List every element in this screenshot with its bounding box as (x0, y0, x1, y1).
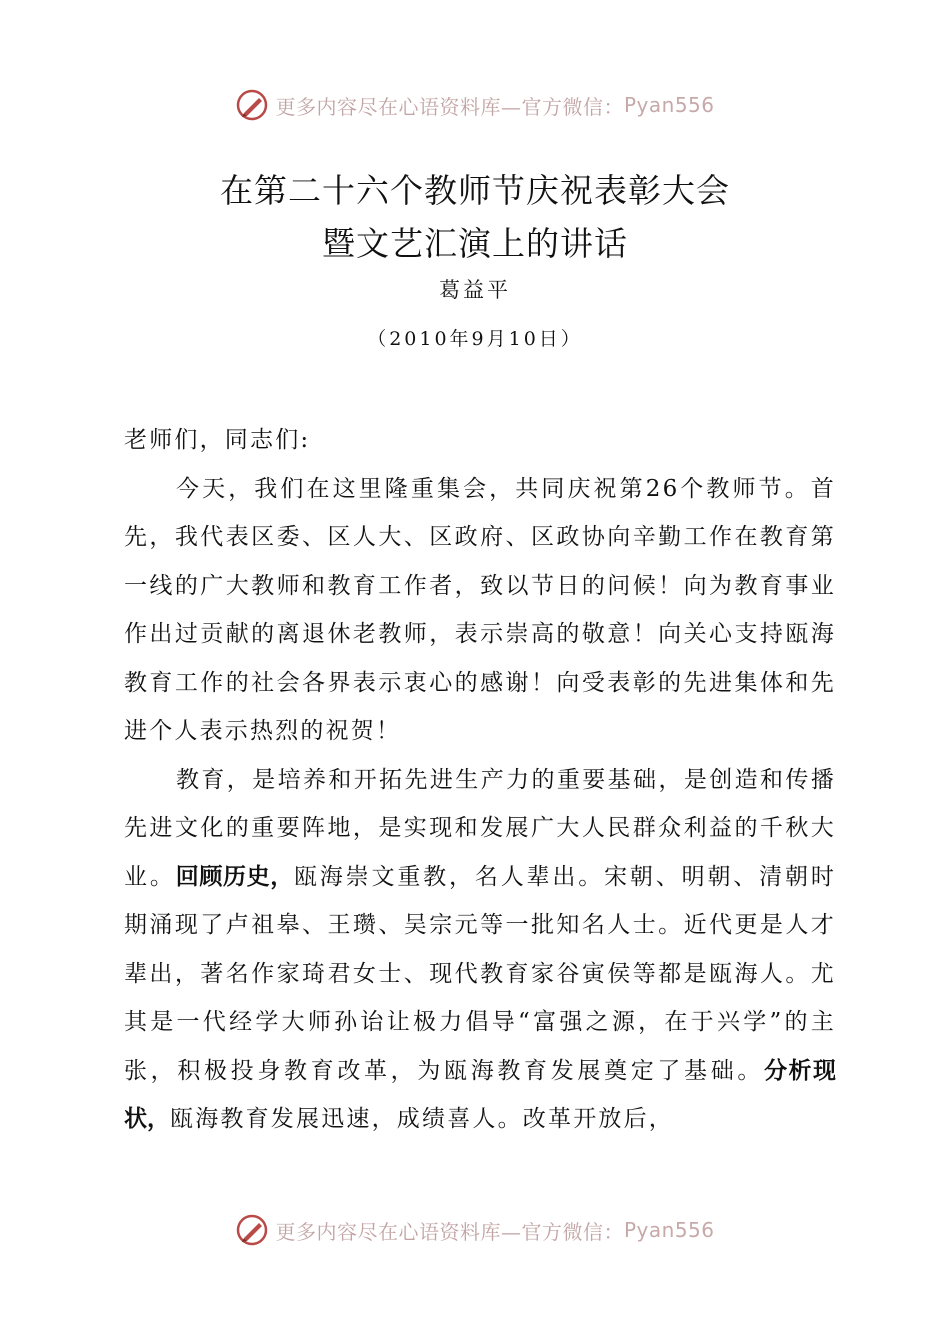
highlight-status: 分析现状， (124, 1057, 836, 1132)
paragraph-2-history: 瓯海崇文重教，名人辈出。宋朝、明朝、清朝时期涌现了卢祖皋、王瓒、吴宗元等一批知名人士。近代更是人才辈出，著名作家琦君女士、现代教育家谷寅侯等都是瓯海人。尤其是一代经学大师孙诒让极力倡导“富强之源，在于兴学”的主张，积极投身教育改革，为瓯海教育发展奠定了基础。 (124, 863, 837, 1084)
paragraph-2-status: 瓯海教育发展迅速，成绩喜人。改革开放后， (170, 1106, 674, 1132)
paragraph-2 (124, 756, 836, 1144)
watermark-account: Pyan556 (623, 93, 715, 117)
watermark-header (0, 85, 950, 125)
watermark-account: Pyan556 (623, 1218, 715, 1242)
speech-title-line-1: 在第二十六个教师节庆祝表彰大会 (220, 171, 730, 210)
salutation: 老师们，同志们: (124, 427, 311, 453)
speech-body (124, 416, 836, 1144)
watermark-brand-text: 更多内容尽在心语资料库—官方微信： (275, 94, 624, 119)
watermark-brand-text: 更多内容尽在心语资料库—官方微信： (275, 1219, 624, 1244)
speech-title-line-2: 暨文艺汇演上的讲话 (322, 224, 628, 263)
speech-date: （2010年9月10日） (367, 328, 583, 350)
paragraph-2-intro: 教育，是培养和开拓先进生产力的重要基础，是创造和传播先进文化的重要阵地，是实现和发展广大人民群众利益的千秋大业。 (124, 766, 836, 890)
pen-logo-icon (235, 1213, 269, 1247)
paragraph-1: 今天，我们在这里隆重集会，共同庆祝第26个教师节。首先，我代表区委、区人大、区政府、区政协向辛勤工作在教育第一线的广大教师和教育工作者，致以节日的问候！向为教育事业作出过贡献的离退休老教师，表示崇高的敬意！向关心支持瓯海教育工作的社会各界表示衷心的感谢！向受表彰的先进集体和先进个人表示热烈的祝贺！ (124, 475, 836, 744)
author-name: 葛益平 (439, 278, 511, 302)
highlight-history: 回顾历史， (175, 863, 294, 890)
watermark-footer (0, 1210, 950, 1250)
pen-logo-icon (235, 88, 269, 122)
